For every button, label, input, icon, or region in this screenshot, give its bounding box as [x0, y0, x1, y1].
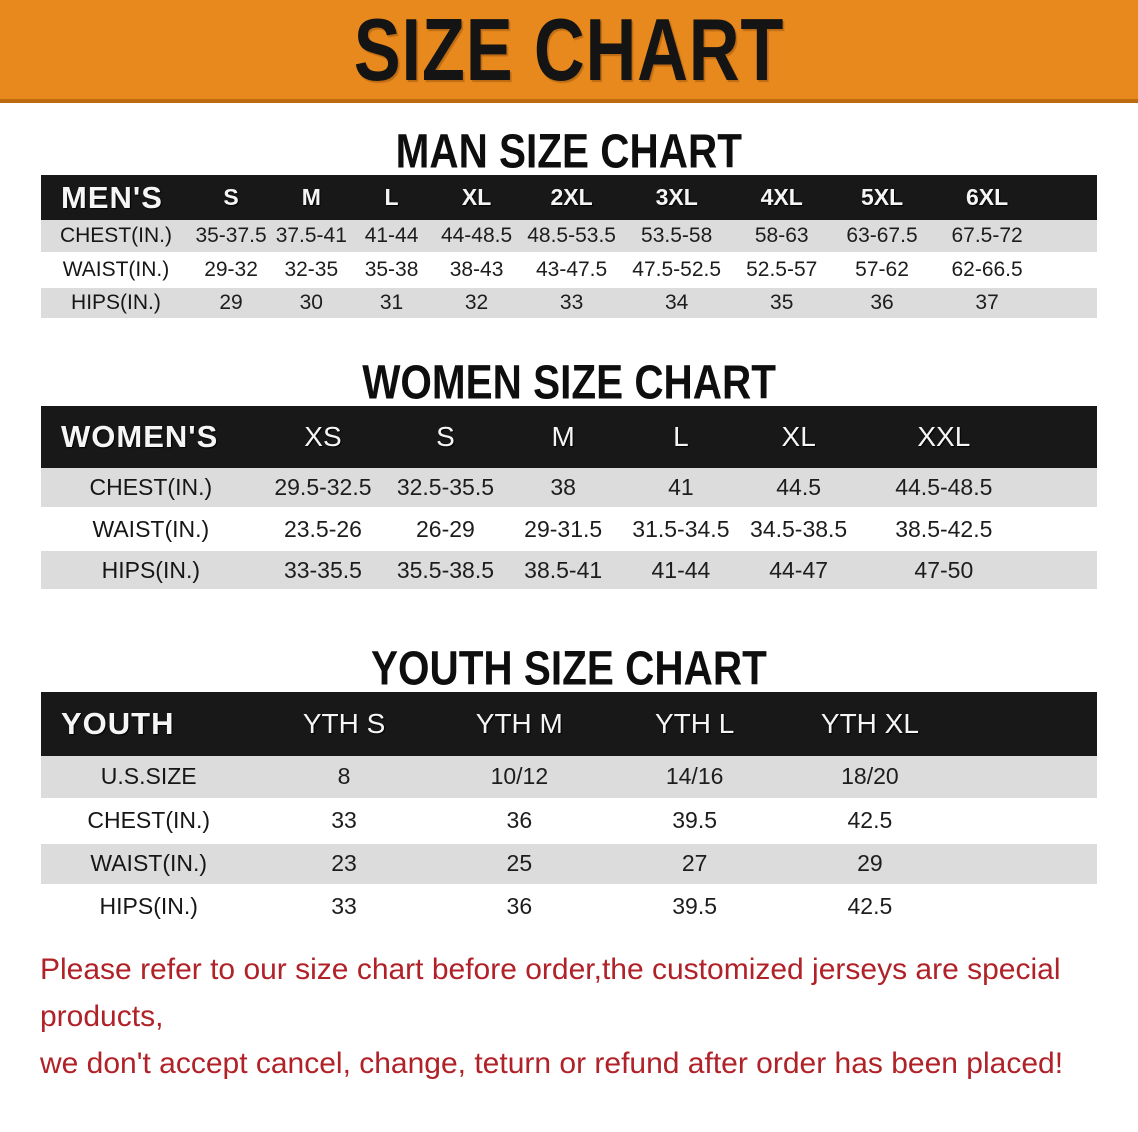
size-column-header: XXL	[917, 420, 971, 452]
size-cell: 33	[256, 799, 431, 842]
size-column-header: M	[301, 184, 321, 210]
size-cell: 44-48.5	[432, 220, 522, 253]
size-cell: 32	[432, 286, 522, 319]
table-row	[41, 468, 1097, 509]
size-cell: 57-62	[832, 253, 932, 286]
size-column-header: S	[223, 184, 239, 210]
row-filler	[958, 885, 1097, 928]
size-column-header: 3XL	[655, 184, 698, 210]
size-cell: 32-35	[271, 253, 351, 286]
size-cell: 25	[432, 842, 607, 885]
size-cell: 35-38	[351, 253, 431, 286]
size-column-header: XL	[461, 184, 492, 210]
size-cell: 35-37.5	[191, 220, 271, 253]
youth-size-table	[41, 692, 1097, 930]
row-filler	[1042, 253, 1097, 286]
size-cell: 27	[607, 842, 782, 885]
size-cell: 23.5-26	[261, 509, 386, 550]
table-row	[41, 550, 1097, 591]
size-cell: 39.5	[607, 799, 782, 842]
table-row	[41, 842, 1097, 885]
size-column-header: YTH S	[302, 708, 386, 739]
size-cell: 23	[256, 842, 431, 885]
size-cell: 47-50	[856, 550, 1031, 591]
row-filler	[1031, 468, 1097, 509]
size-cell: 14/16	[607, 756, 782, 799]
table-row	[41, 885, 1097, 928]
row-label: CHEST(IN.)	[41, 468, 261, 509]
disclaimer-text	[40, 946, 1138, 1087]
size-cell: 34.5-38.5	[741, 509, 856, 550]
size-cell: 52.5-57	[732, 253, 832, 286]
size-cell: 38	[506, 468, 621, 509]
size-column-header: M	[551, 420, 575, 452]
table-header-label: YOUTH	[61, 706, 175, 741]
row-filler	[1042, 286, 1097, 319]
row-label: WAIST(IN.)	[41, 509, 261, 550]
size-cell: 47.5-52.5	[622, 253, 732, 286]
youth-size-heading: YOUTH SIZE CHART	[371, 640, 767, 696]
size-cell: 26-29	[385, 509, 505, 550]
size-cell: 31.5-34.5	[621, 509, 741, 550]
size-cell: 31	[351, 286, 431, 319]
size-cell: 34	[622, 286, 732, 319]
size-cell: 42.5	[782, 799, 957, 842]
header-filler	[1042, 175, 1097, 220]
row-label: WAIST(IN.)	[41, 842, 256, 885]
table-row	[41, 253, 1097, 286]
row-filler	[958, 756, 1097, 799]
row-filler	[1031, 550, 1097, 591]
row-label: WAIST(IN.)	[41, 253, 191, 286]
size-cell: 32.5-35.5	[385, 468, 505, 509]
size-cell: 18/20	[782, 756, 957, 799]
disclaimer-line-2: we don't accept cancel, change, teturn or refund after order has been placed!	[40, 1046, 1064, 1080]
size-cell: 67.5-72	[932, 220, 1042, 253]
women-size-table	[41, 406, 1097, 593]
size-cell: 41-44	[621, 550, 741, 591]
size-cell: 42.5	[782, 885, 957, 928]
row-label: CHEST(IN.)	[41, 220, 191, 253]
size-cell: 29-32	[191, 253, 271, 286]
table-row	[41, 220, 1097, 253]
size-cell: 36	[432, 885, 607, 928]
size-cell: 35.5-38.5	[385, 550, 505, 591]
size-cell: 29	[191, 286, 271, 319]
table-row	[41, 286, 1097, 319]
size-cell: 53.5-58	[622, 220, 732, 253]
size-cell: 35	[732, 286, 832, 319]
size-cell: 37.5-41	[271, 220, 351, 253]
size-cell: 29-31.5	[506, 509, 621, 550]
size-column-header: L	[384, 184, 399, 210]
table-header-row	[41, 692, 1097, 756]
size-column-header: XL	[781, 420, 816, 452]
size-column-header: S	[436, 420, 455, 452]
table-header-row	[41, 175, 1097, 220]
size-cell: 33	[256, 885, 431, 928]
size-column-header: 2XL	[550, 184, 593, 210]
size-cell: 33-35.5	[261, 550, 386, 591]
size-cell: 29	[782, 842, 957, 885]
women-size-heading-wrap	[0, 354, 1138, 409]
banner-title: SIZE CHART	[353, 0, 785, 99]
size-cell: 62-66.5	[932, 253, 1042, 286]
row-label: HIPS(IN.)	[41, 286, 191, 319]
row-label: HIPS(IN.)	[41, 885, 256, 928]
size-cell: 48.5-53.5	[521, 220, 621, 253]
row-filler	[958, 799, 1097, 842]
header-filler	[958, 692, 1097, 756]
row-filler	[958, 842, 1097, 885]
size-cell: 43-47.5	[521, 253, 621, 286]
size-cell: 41-44	[351, 220, 431, 253]
size-cell: 36	[832, 286, 932, 319]
table-header-row	[41, 406, 1097, 468]
size-cell: 63-67.5	[832, 220, 932, 253]
size-column-header: 4XL	[760, 184, 803, 210]
size-cell: 44.5	[741, 468, 856, 509]
size-cell: 10/12	[432, 756, 607, 799]
size-chart-banner	[0, 0, 1138, 103]
size-cell: 33	[521, 286, 621, 319]
size-column-header: YTH L	[654, 708, 735, 739]
row-filler	[1031, 509, 1097, 550]
size-cell: 29.5-32.5	[261, 468, 386, 509]
size-cell: 8	[256, 756, 431, 799]
size-cell: 37	[932, 286, 1042, 319]
size-cell: 44.5-48.5	[856, 468, 1031, 509]
size-cell: 39.5	[607, 885, 782, 928]
disclaimer-line-1: Please refer to our size chart before order,the customized jerseys are special products,	[40, 952, 1061, 1033]
size-cell: 30	[271, 286, 351, 319]
table-header-label: MEN'S	[61, 179, 163, 215]
row-label: U.S.SIZE	[41, 756, 256, 799]
man-size-heading: MAN SIZE CHART	[395, 123, 743, 179]
size-cell: 38.5-42.5	[856, 509, 1031, 550]
size-cell: 38.5-41	[506, 550, 621, 591]
size-column-header: 5XL	[860, 184, 904, 210]
size-column-header: YTH XL	[820, 708, 919, 739]
row-label: CHEST(IN.)	[41, 799, 256, 842]
table-row	[41, 799, 1097, 842]
size-cell: 41	[621, 468, 741, 509]
man-size-table	[41, 175, 1097, 321]
size-cell: 58-63	[732, 220, 832, 253]
size-column-header: YTH M	[475, 708, 563, 739]
man-size-heading-wrap	[0, 123, 1138, 179]
size-cell: 36	[432, 799, 607, 842]
table-row	[41, 509, 1097, 550]
size-cell: 38-43	[432, 253, 522, 286]
table-row	[41, 756, 1097, 799]
row-filler	[1042, 220, 1097, 253]
table-header-label: WOMEN'S	[61, 418, 219, 454]
women-size-heading: WOMEN SIZE CHART	[362, 354, 776, 409]
youth-size-heading-wrap	[0, 640, 1138, 696]
size-column-header: 6XL	[966, 184, 1009, 210]
size-column-header: XS	[304, 420, 342, 452]
size-column-header: L	[673, 420, 689, 452]
size-cell: 44-47	[741, 550, 856, 591]
row-label: HIPS(IN.)	[41, 550, 261, 591]
header-filler	[1031, 406, 1097, 468]
